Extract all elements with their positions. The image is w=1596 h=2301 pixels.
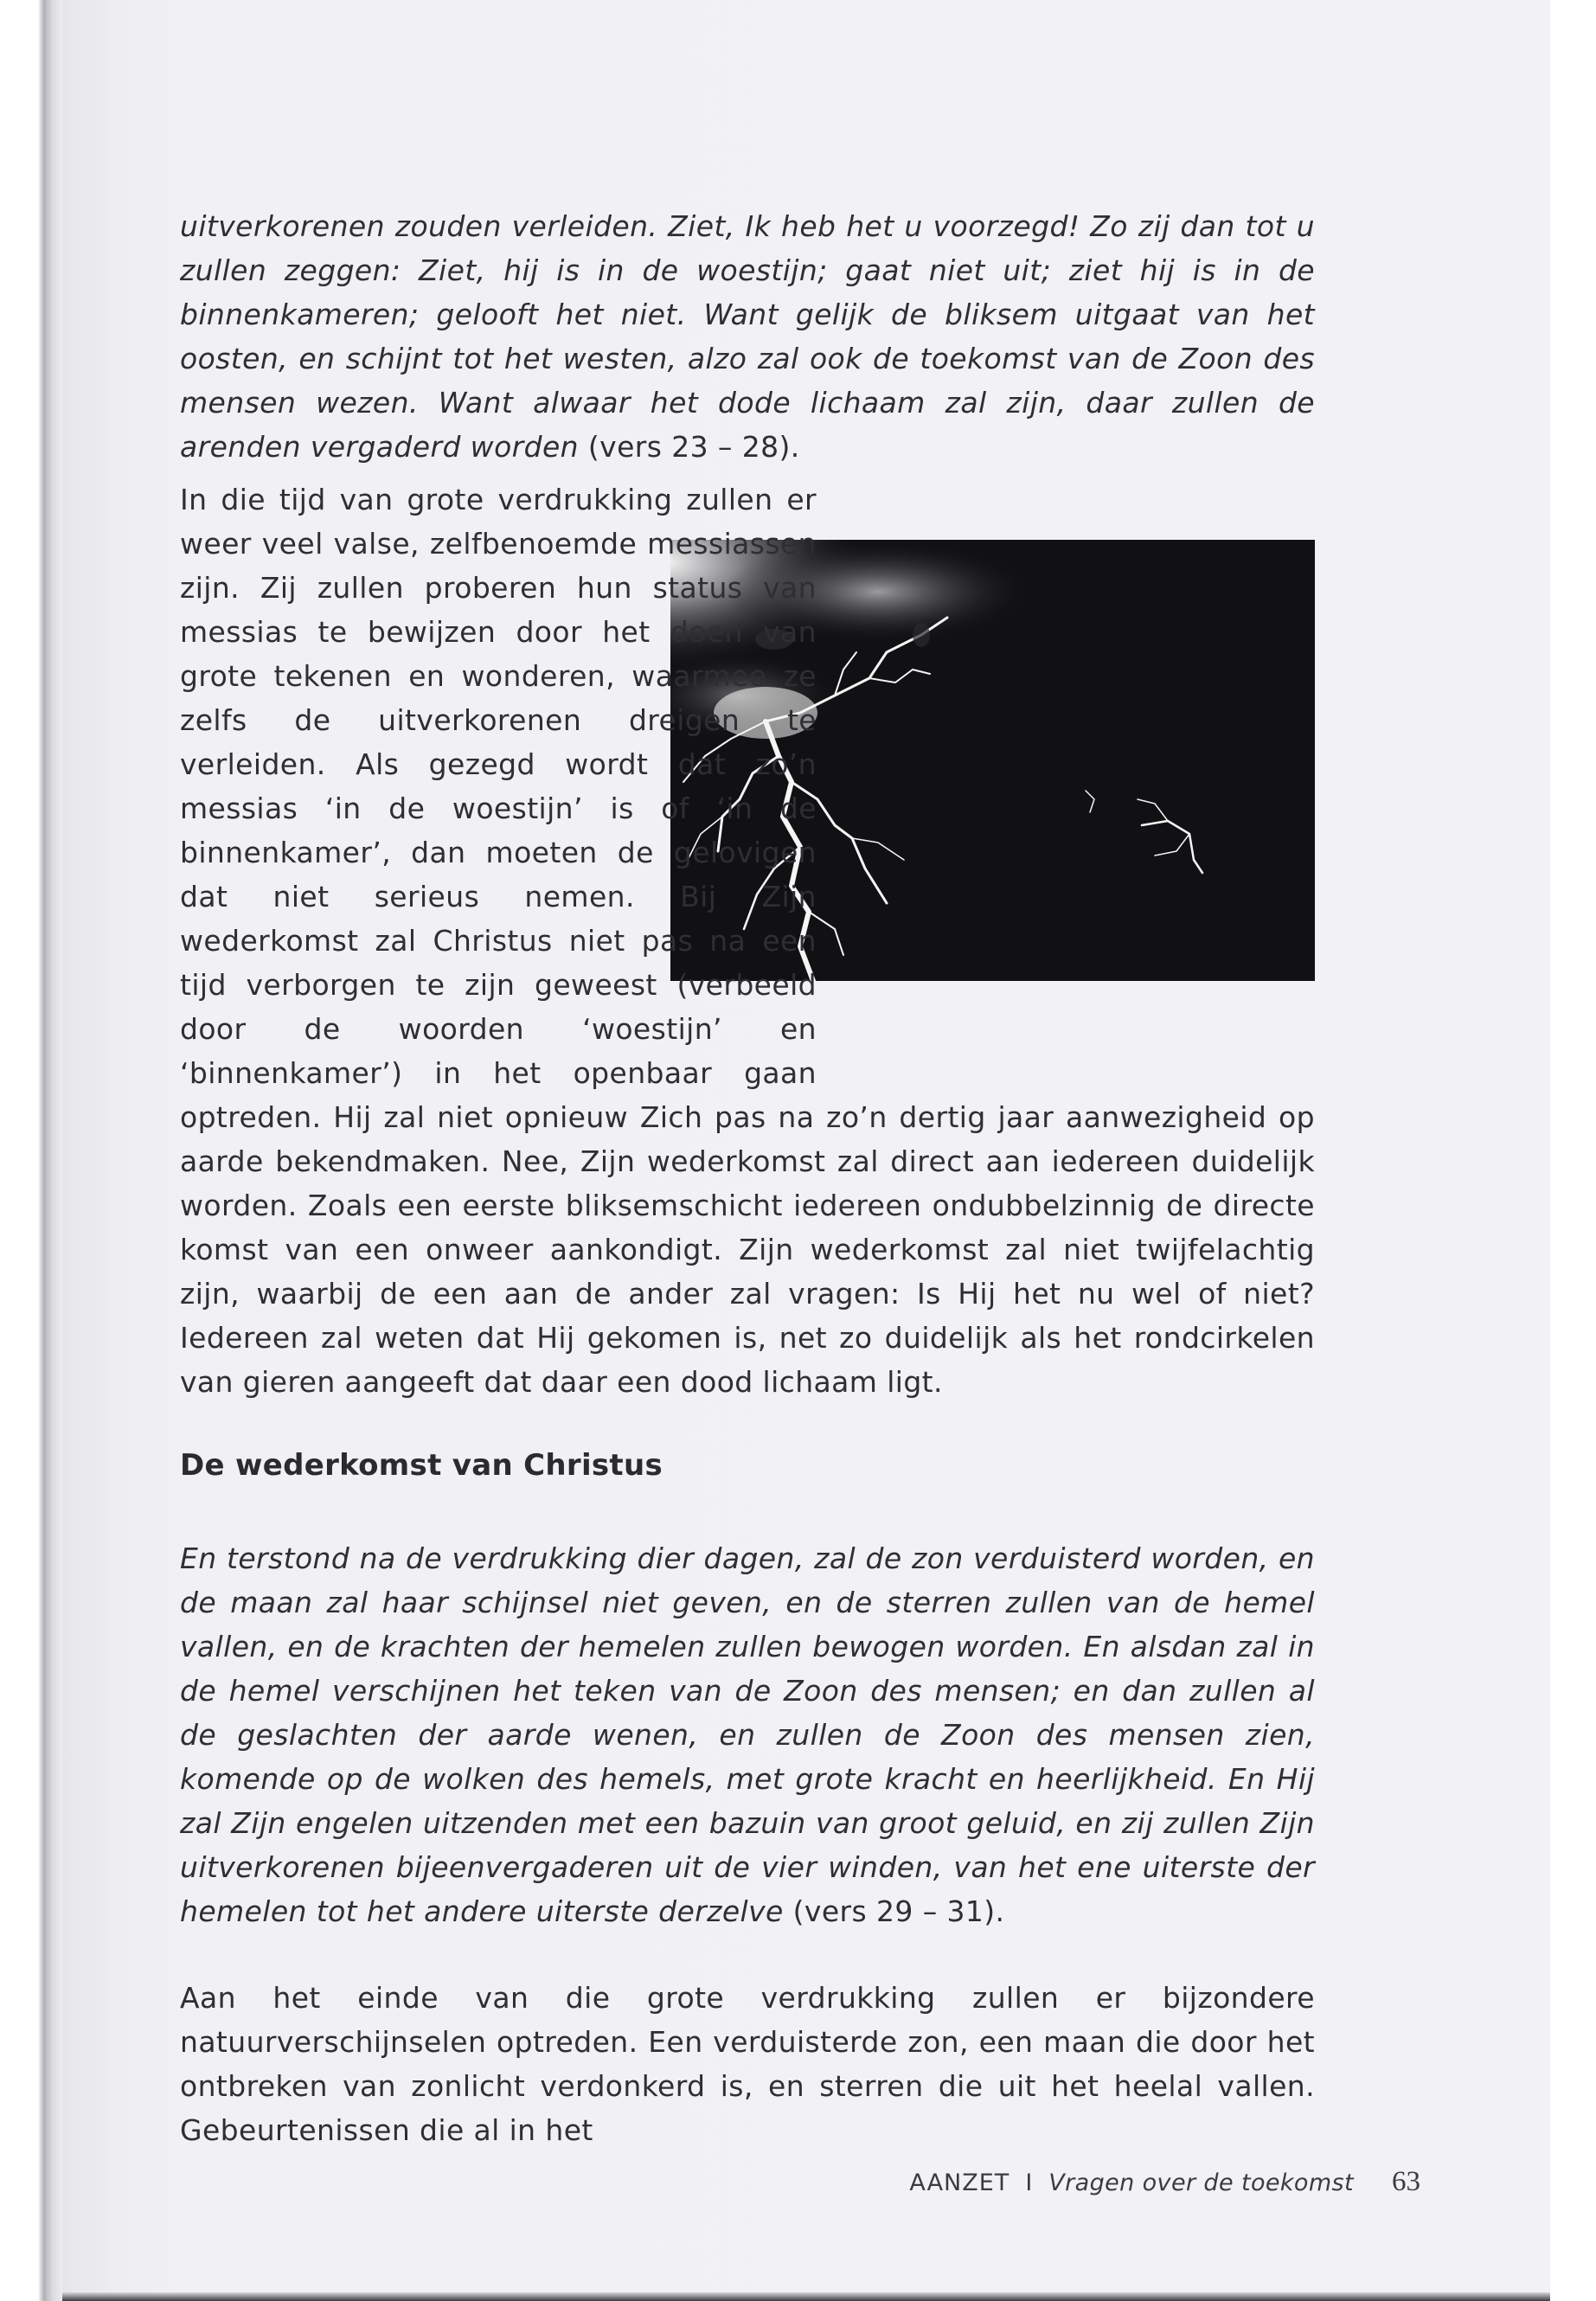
paragraph-2-text: Aan het einde van die grote verdrukking zullen er bijzondere natuurverschijnselen optreden. Een verduisterde zon, een maan die door het ontbreken van zonlicht verdonkerd is, en sterren die uit het heelal vallen. Gebeurtenissen die al in het: [180, 1981, 1315, 2147]
bible-quote-mid: [180, 1536, 1315, 1933]
bible-quote-top: [180, 204, 1315, 469]
paragraph-2: [180, 1976, 1315, 2152]
bible-quote-mid-text: En terstond na de verdrukking dier dagen, zal de zon verduisterd worden, en de maan zal haar schijnsel niet geven, en de sterren zullen van de hemel vallen, en de krachten der hemelen zullen bewogen worden. En alsdan zal in de hemel verschijnen het teken van de Zoon des mensen; en dan zullen al de geslachten der aarde wenen, en zullen de Zoon des mensen zien, komende op de wolken des hemels, met grote kracht en heerlijkheid. En Hij zal Zijn engelen uitzenden met een bazuin van groot geluid, en zij zullen Zijn uitverkorenen bijeenvergaderen uit de vier winden, van het ene uiterste der hemelen tot het andere uiterste derzelve: [180, 1541, 1315, 1928]
section-heading: De wederkomst van Christus: [180, 1448, 663, 1483]
book-spine-shadow: [45, 0, 62, 2301]
page-footer: [909, 2166, 1420, 2198]
page-bottom-edge: [62, 2292, 1550, 2301]
footer-book-title: Vragen over de toekomst: [1048, 2170, 1354, 2196]
paragraph-1: [180, 478, 1315, 1404]
bible-quote-top-text: uitverkorenen zouden verleiden. Ziet, Ik heb het u voorzegd! Zo zij dan tot u zullen zeggen: Ziet, hij is in de woestijn; gaat niet uit; ziet hij is in de binnenkameren; gelooft het niet. Want gelijk de bliksem uitgaat van het oosten, en schijnt tot het westen, alzo zal ook de toekomst van de Zoon des mensen wezen. Want alwaar het dode lichaam zal zijn, daar zullen de arenden vergaderd worden: [180, 209, 1315, 464]
paragraph-1-text: In die tijd van grote verdrukking zullen er weer veel valse, zelfbenoemde messiassen zijn. Zij zullen proberen hun status van messias te bewijzen door het doen van grote tekenen en wonderen, waarmee ze zelfs de uitverkorenen dreigen te verleiden. Als gezegd wordt dat zo’n messias ‘in de woestijn’ is of ‘in de binnenkamer’, dan moeten de gelovigen dat niet serieus nemen. Bij Zijn wederkomst zal Christus niet pas na een tijd verborgen te zijn geweest (verbeeld door de woorden ‘woestijn’ en ‘binnenkamer’) in het openbaar gaan optreden. Hij zal niet opnieuw Zich pas na zo’n dertig jaar aanwezigheid op aarde bekendmaken. Nee, Zijn wederkomst zal direct aan iedereen duidelijk worden. Zoals een eerste bliksemschicht iedereen ondubbelzinnig de directe komst van een onweer aankondigt. Zijn wederkomst zal niet twijfelachtig zijn, waarbij de een aan de ander zal vragen: Is Hij het nu wel of niet? Iedereen zal weten dat Hij gekomen is, net zo duidelijk als het rondcirkelen van gieren aangeeft dat daar een dood lichaam ligt.: [180, 483, 1315, 1399]
image-wrap-spacer: [832, 540, 1320, 1053]
page-number: 63: [1392, 2166, 1420, 2197]
bible-quote-mid-reference: (vers 29 – 31).: [783, 1894, 1005, 1928]
bible-quote-top-reference: (vers 23 – 28).: [579, 430, 800, 464]
scan-right-margin: [1550, 0, 1596, 2301]
footer-separator: I: [1025, 2170, 1034, 2196]
scan-left-margin: [0, 0, 45, 2301]
footer-series: AANZET: [909, 2170, 1010, 2196]
